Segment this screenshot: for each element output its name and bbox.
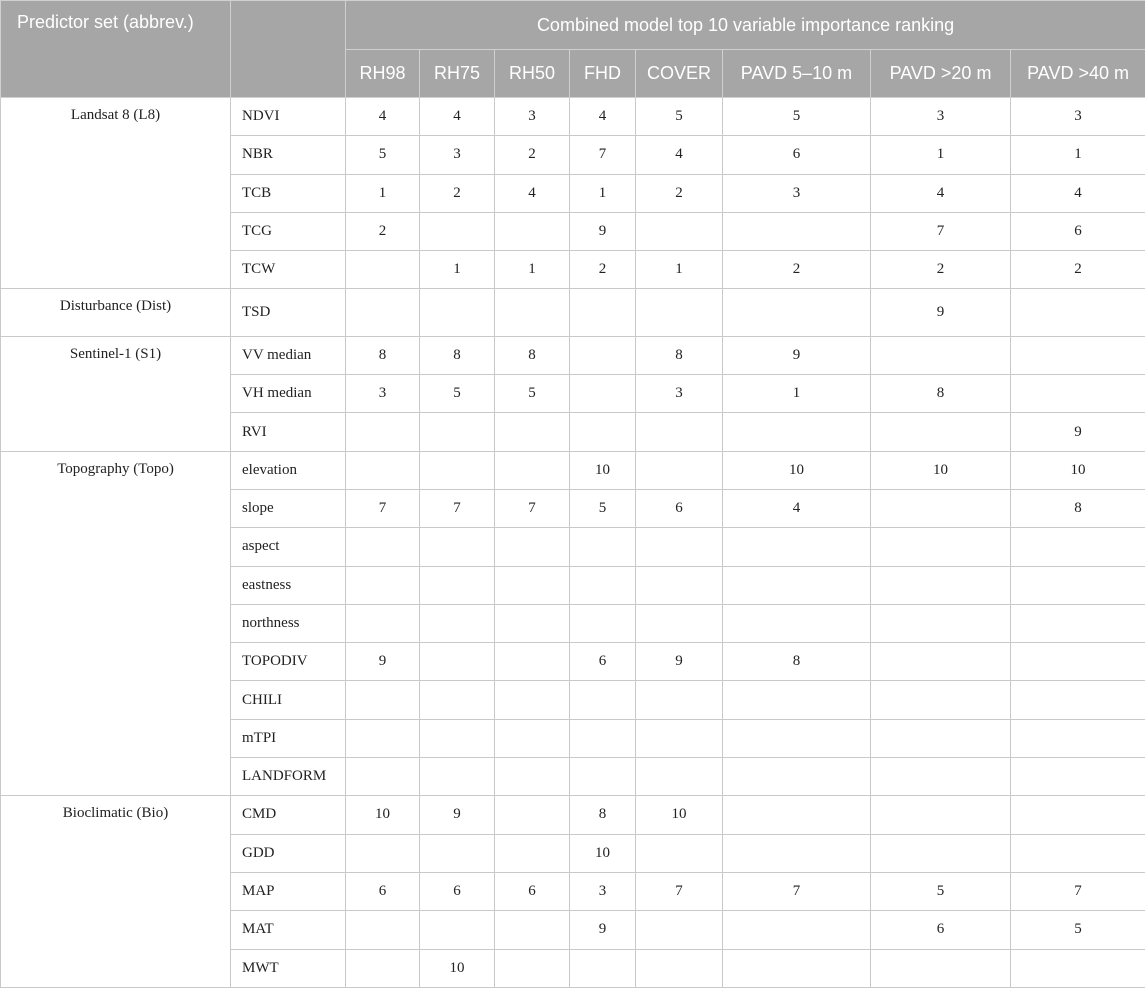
- variable-cell: LANDFORM: [231, 758, 346, 796]
- rank-cell: 2: [495, 136, 570, 174]
- rank-cell: 4: [871, 174, 1011, 212]
- rank-cell: [871, 413, 1011, 451]
- rank-cell: 1: [871, 136, 1011, 174]
- rank-cell: [495, 643, 570, 681]
- rank-cell: [723, 604, 871, 642]
- rank-cell: [346, 758, 420, 796]
- predictor-set-cell: Topography (Topo): [1, 451, 231, 796]
- rank-cell: 1: [723, 375, 871, 413]
- rank-cell: 2: [1011, 251, 1145, 289]
- rank-cell: 6: [420, 872, 495, 910]
- variable-cell: TCW: [231, 251, 346, 289]
- rank-cell: [636, 289, 723, 336]
- rank-cell: 7: [723, 872, 871, 910]
- variable-cell: MAP: [231, 872, 346, 910]
- variable-cell: mTPI: [231, 719, 346, 757]
- rank-cell: [570, 375, 636, 413]
- rank-cell: 7: [420, 489, 495, 527]
- rank-cell: [570, 413, 636, 451]
- rank-cell: 9: [346, 643, 420, 681]
- rank-cell: 6: [636, 489, 723, 527]
- column-header-pavd-20: PAVD >20 m: [871, 50, 1011, 98]
- rank-cell: 10: [346, 796, 420, 834]
- rank-cell: [495, 566, 570, 604]
- rank-cell: 7: [871, 212, 1011, 250]
- rank-cell: [346, 289, 420, 336]
- rank-cell: [1011, 834, 1145, 872]
- rank-cell: 6: [723, 136, 871, 174]
- rank-cell: 9: [420, 796, 495, 834]
- rank-cell: [723, 834, 871, 872]
- rank-cell: [495, 528, 570, 566]
- rank-cell: [871, 489, 1011, 527]
- rank-cell: 8: [1011, 489, 1145, 527]
- rank-cell: [420, 834, 495, 872]
- rank-cell: [570, 566, 636, 604]
- rank-cell: 1: [346, 174, 420, 212]
- rank-cell: [570, 681, 636, 719]
- rank-cell: [636, 212, 723, 250]
- rank-cell: 4: [636, 136, 723, 174]
- rank-cell: [636, 758, 723, 796]
- rank-cell: 2: [723, 251, 871, 289]
- rank-cell: [346, 834, 420, 872]
- rank-cell: [420, 719, 495, 757]
- rank-cell: 3: [1011, 98, 1145, 136]
- variable-cell: NBR: [231, 136, 346, 174]
- variable-cell: northness: [231, 604, 346, 642]
- predictor-set-cell: Sentinel-1 (S1): [1, 336, 231, 451]
- variable-cell: TCB: [231, 174, 346, 212]
- variable-cell: CHILI: [231, 681, 346, 719]
- rank-cell: [420, 911, 495, 949]
- column-header-pavd-5-10: PAVD 5–10 m: [723, 50, 871, 98]
- rank-cell: [723, 719, 871, 757]
- rank-cell: [1011, 758, 1145, 796]
- column-header-fhd: FHD: [570, 50, 636, 98]
- rank-cell: [495, 604, 570, 642]
- rank-cell: [495, 796, 570, 834]
- rank-cell: [1011, 528, 1145, 566]
- rank-cell: [570, 336, 636, 374]
- table-row: [1, 336, 1145, 374]
- rank-cell: [871, 336, 1011, 374]
- rank-cell: 2: [346, 212, 420, 250]
- rank-cell: [570, 289, 636, 336]
- variable-cell: NDVI: [231, 98, 346, 136]
- column-header-pavd-40: PAVD >40 m: [1011, 50, 1145, 98]
- rank-cell: [1011, 566, 1145, 604]
- rank-cell: 10: [723, 451, 871, 489]
- rank-cell: [1011, 289, 1145, 336]
- rank-cell: [420, 289, 495, 336]
- rank-cell: 8: [723, 643, 871, 681]
- rank-cell: [636, 413, 723, 451]
- variable-cell: TOPODIV: [231, 643, 346, 681]
- rank-cell: [871, 528, 1011, 566]
- rank-cell: 10: [420, 949, 495, 987]
- rank-cell: [495, 289, 570, 336]
- rank-cell: 9: [871, 289, 1011, 336]
- rank-cell: [871, 758, 1011, 796]
- rank-cell: [636, 834, 723, 872]
- rank-cell: [420, 566, 495, 604]
- rank-cell: 8: [570, 796, 636, 834]
- rank-cell: 10: [871, 451, 1011, 489]
- rank-cell: [420, 681, 495, 719]
- rank-cell: 7: [570, 136, 636, 174]
- rank-cell: [420, 413, 495, 451]
- variable-cell: TSD: [231, 289, 346, 336]
- rank-cell: 8: [420, 336, 495, 374]
- rank-cell: [1011, 604, 1145, 642]
- rank-cell: 5: [346, 136, 420, 174]
- rank-cell: [420, 212, 495, 250]
- rank-cell: [636, 451, 723, 489]
- rank-cell: [346, 251, 420, 289]
- rank-cell: 1: [1011, 136, 1145, 174]
- rank-cell: [723, 949, 871, 987]
- rank-cell: 4: [346, 98, 420, 136]
- rank-cell: [723, 413, 871, 451]
- rank-cell: [495, 451, 570, 489]
- rank-cell: [420, 643, 495, 681]
- rank-cell: [1011, 949, 1145, 987]
- variable-cell: elevation: [231, 451, 346, 489]
- rank-cell: 7: [636, 872, 723, 910]
- rank-cell: [495, 834, 570, 872]
- rank-cell: 6: [1011, 212, 1145, 250]
- rank-cell: [636, 911, 723, 949]
- rank-cell: [723, 758, 871, 796]
- rank-cell: 6: [495, 872, 570, 910]
- table-row: [1, 289, 1145, 336]
- rank-cell: 5: [723, 98, 871, 136]
- rank-cell: [723, 289, 871, 336]
- variable-cell: aspect: [231, 528, 346, 566]
- rank-cell: [570, 604, 636, 642]
- predictor-set-cell: Landsat 8 (L8): [1, 98, 231, 289]
- rank-cell: 2: [570, 251, 636, 289]
- rank-cell: 1: [636, 251, 723, 289]
- table-body: [1, 98, 1145, 988]
- rank-cell: [636, 528, 723, 566]
- rank-cell: 10: [570, 834, 636, 872]
- rank-cell: [636, 681, 723, 719]
- rank-cell: 4: [1011, 174, 1145, 212]
- rank-cell: 10: [570, 451, 636, 489]
- rank-cell: [346, 719, 420, 757]
- predictor-set-cell: Bioclimatic (Bio): [1, 796, 231, 987]
- variable-header: [231, 1, 346, 98]
- rank-cell: 5: [1011, 911, 1145, 949]
- variable-cell: slope: [231, 489, 346, 527]
- rank-cell: 3: [871, 98, 1011, 136]
- variable-cell: MWT: [231, 949, 346, 987]
- rank-cell: [495, 212, 570, 250]
- rank-cell: 6: [346, 872, 420, 910]
- rank-cell: [420, 528, 495, 566]
- rank-cell: [723, 566, 871, 604]
- rank-cell: 8: [871, 375, 1011, 413]
- rank-cell: 1: [495, 251, 570, 289]
- rank-cell: [871, 604, 1011, 642]
- rank-cell: [1011, 681, 1145, 719]
- rank-cell: [871, 949, 1011, 987]
- rank-cell: 6: [570, 643, 636, 681]
- rank-cell: [346, 681, 420, 719]
- rank-cell: [346, 566, 420, 604]
- rank-cell: 10: [1011, 451, 1145, 489]
- variable-cell: VV median: [231, 336, 346, 374]
- rank-cell: [871, 834, 1011, 872]
- rank-cell: 6: [871, 911, 1011, 949]
- rank-cell: 5: [636, 98, 723, 136]
- rank-cell: [495, 719, 570, 757]
- rank-cell: 1: [420, 251, 495, 289]
- rank-cell: 2: [871, 251, 1011, 289]
- variable-cell: RVI: [231, 413, 346, 451]
- rank-cell: [420, 604, 495, 642]
- rank-cell: 7: [495, 489, 570, 527]
- rank-cell: [723, 681, 871, 719]
- rank-cell: [871, 719, 1011, 757]
- table-row: [1, 796, 1145, 834]
- rank-cell: [346, 528, 420, 566]
- predictor-set-header: Predictor set (abbrev.): [1, 1, 231, 98]
- rank-cell: 10: [636, 796, 723, 834]
- rank-cell: [495, 949, 570, 987]
- rank-cell: [1011, 375, 1145, 413]
- rank-cell: 7: [1011, 872, 1145, 910]
- rank-cell: [1011, 796, 1145, 834]
- column-header-rh98: RH98: [346, 50, 420, 98]
- column-header-rh50: RH50: [495, 50, 570, 98]
- rank-cell: [871, 796, 1011, 834]
- rank-cell: [346, 911, 420, 949]
- rank-cell: [495, 911, 570, 949]
- rank-cell: [636, 566, 723, 604]
- variable-cell: TCG: [231, 212, 346, 250]
- rank-cell: [723, 911, 871, 949]
- rank-cell: [570, 719, 636, 757]
- rank-cell: 5: [871, 872, 1011, 910]
- rank-cell: 3: [495, 98, 570, 136]
- rank-cell: 2: [420, 174, 495, 212]
- rank-cell: [723, 796, 871, 834]
- rank-cell: [570, 758, 636, 796]
- rank-cell: [570, 528, 636, 566]
- rank-cell: 9: [723, 336, 871, 374]
- rank-cell: 3: [723, 174, 871, 212]
- rank-cell: [871, 643, 1011, 681]
- rank-cell: 8: [495, 336, 570, 374]
- rank-cell: [495, 681, 570, 719]
- rank-cell: 1: [570, 174, 636, 212]
- variable-cell: VH median: [231, 375, 346, 413]
- rank-cell: [871, 681, 1011, 719]
- rank-cell: [346, 604, 420, 642]
- rank-cell: 5: [495, 375, 570, 413]
- rank-cell: [871, 566, 1011, 604]
- rank-cell: 8: [346, 336, 420, 374]
- rank-cell: 9: [570, 212, 636, 250]
- table-row: [1, 98, 1145, 136]
- predictor-set-cell: Disturbance (Dist): [1, 289, 231, 336]
- rank-cell: [570, 949, 636, 987]
- variable-cell: GDD: [231, 834, 346, 872]
- rank-cell: 4: [495, 174, 570, 212]
- rank-cell: [420, 758, 495, 796]
- table-row: [1, 451, 1145, 489]
- rank-cell: [420, 451, 495, 489]
- column-header-rh75: RH75: [420, 50, 495, 98]
- rank-cell: [346, 413, 420, 451]
- rank-cell: [495, 413, 570, 451]
- variable-cell: MAT: [231, 911, 346, 949]
- rank-cell: 5: [420, 375, 495, 413]
- rank-cell: 4: [570, 98, 636, 136]
- rank-cell: 9: [1011, 413, 1145, 451]
- rank-cell: 2: [636, 174, 723, 212]
- rank-cell: [636, 719, 723, 757]
- variable-cell: CMD: [231, 796, 346, 834]
- rank-cell: 7: [346, 489, 420, 527]
- rank-cell: 4: [723, 489, 871, 527]
- rank-cell: [723, 212, 871, 250]
- rank-cell: 5: [570, 489, 636, 527]
- rank-cell: 3: [636, 375, 723, 413]
- column-header-cover: COVER: [636, 50, 723, 98]
- rank-cell: 8: [636, 336, 723, 374]
- ranking-group-header: Combined model top 10 variable importance ranking: [346, 1, 1145, 50]
- rank-cell: [1011, 719, 1145, 757]
- rank-cell: [636, 604, 723, 642]
- rank-cell: 3: [420, 136, 495, 174]
- rank-cell: [346, 451, 420, 489]
- rank-cell: [495, 758, 570, 796]
- rank-cell: 4: [420, 98, 495, 136]
- rank-cell: [346, 949, 420, 987]
- rank-cell: 9: [570, 911, 636, 949]
- rank-cell: [636, 949, 723, 987]
- rank-cell: [723, 528, 871, 566]
- rank-cell: [1011, 643, 1145, 681]
- rank-cell: 9: [636, 643, 723, 681]
- rank-cell: 3: [570, 872, 636, 910]
- variable-cell: eastness: [231, 566, 346, 604]
- rank-cell: [1011, 336, 1145, 374]
- rank-cell: 3: [346, 375, 420, 413]
